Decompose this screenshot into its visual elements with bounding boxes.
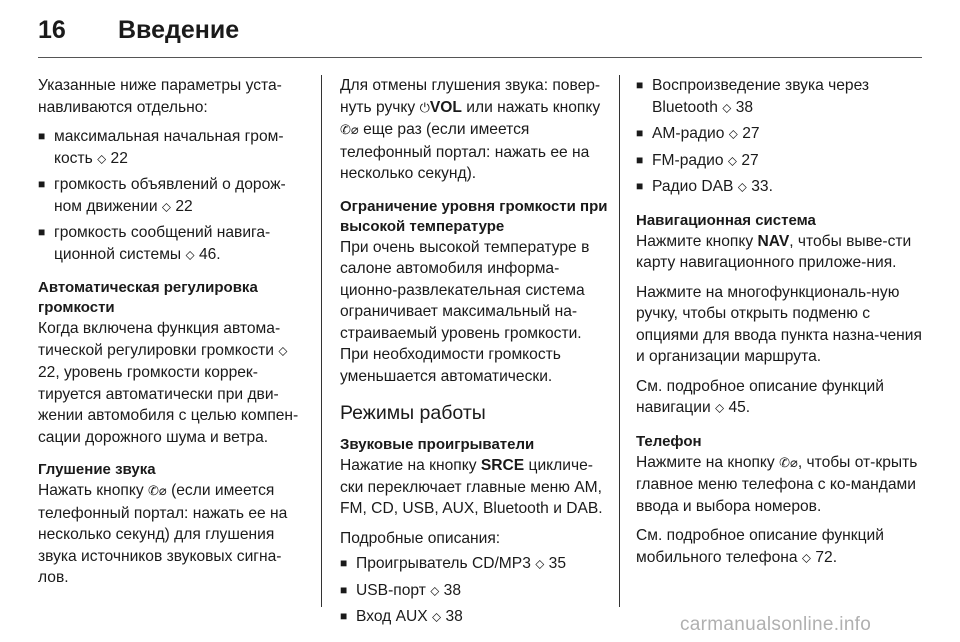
volume-settings-list <box>38 126 306 266</box>
intro-text: Указанные ниже параметры уста-навливаются отдельно: <box>38 77 282 116</box>
navigation-text-1: Нажмите кнопку NAV, чтобы выве-сти карту навигационного приложе-ния. <box>636 232 912 271</box>
section-heading-players: Звуковые проигрыватели <box>340 436 535 453</box>
auto-volume-text: Когда включена функция автома-тической регулировки громкости ⬦ 22, уровень громкости коррек-тируется автоматически при дви-жении автомобиля с целью компен-сации дорожного шума и ветра. <box>38 320 299 446</box>
phone-mute-icon: ✆⌀ <box>779 455 798 471</box>
phone-mute-icon: ✆⌀ <box>147 484 167 499</box>
phone-text-1: Нажмите на кнопку ✆⌀, чтобы от-крыть главное меню телефона с ко-мандами ввода и выбора номеров. <box>636 453 918 515</box>
section-heading-phone: Телефон <box>636 432 702 450</box>
column-3 <box>636 75 926 577</box>
list-item: ■ Вход AUX ⬦ 38 <box>340 606 608 629</box>
header-divider <box>38 57 922 58</box>
section-heading-navigation: Навигационная система <box>636 211 816 229</box>
list-item: ■ Радио DAB ⬦ 33. <box>636 176 926 199</box>
page-ref-icon: ⬦ <box>727 153 737 169</box>
page-ref-icon: ⬦ <box>535 557 545 572</box>
column-2 <box>340 75 608 637</box>
page-ref-icon: ⬦ <box>728 127 738 142</box>
phone-text-2: См. подробное описание функций мобильного телефона ⬦ 72. <box>636 527 884 566</box>
navigation-text-3: См. подробное описание функций навигации ⬦ 45. <box>636 377 884 416</box>
page-ref-icon: ⬦ <box>97 151 107 167</box>
players-text: Нажатие на кнопку SRCE цикличе-ски переключает главные меню AM, FM, CD, USB, AUX, Bluetooth и DAB. <box>340 457 603 517</box>
section-heading-temp-limit: Ограничение уровня громкости при высокой температуре <box>340 197 608 235</box>
page-ref-icon: ⬦ <box>432 610 442 625</box>
unmute-text: Для отмены глушения звука: повер-нуть ручку ⏻VOL или нажать кнопку ✆⌀ еще раз (если имеется телефонный портал: нажать ее на несколько секунд). <box>340 77 601 182</box>
watermark: carmanualsonline.info <box>680 614 872 635</box>
section-heading-auto-volume: Автоматическая регулировка громкости <box>38 279 258 316</box>
page-ref-icon: ⬦ <box>161 199 172 215</box>
source-list <box>636 75 926 199</box>
column-1 <box>38 75 306 597</box>
list-item: ■ Проигрыватель CD/MP3 ⬦ 35 <box>340 553 608 576</box>
page-ref-icon: ⬦ <box>430 583 440 599</box>
list-item: ■ максимальная начальная гром-кость ⬦ 22 <box>38 126 306 170</box>
vol-key: VOL <box>429 98 462 116</box>
page-ref-icon: ⬦ <box>715 401 725 416</box>
column-divider-1 <box>321 75 322 607</box>
details-text: Подробные описания: <box>340 529 501 547</box>
list-item: ■ АМ-радио ⬦ 27 <box>636 123 926 146</box>
page-ref-icon: ⬦ <box>278 343 288 359</box>
page-title: Введение <box>118 16 240 44</box>
player-list <box>340 553 608 629</box>
list-item: ■ USB-порт ⬦ 38 <box>340 580 608 603</box>
page-ref-icon: ⬦ <box>722 100 732 116</box>
page-ref-icon: ⬦ <box>737 180 747 195</box>
nav-key: NAV <box>757 232 790 250</box>
list-item: ■ громкость сообщений навига-ционной системы ⬦ 46. <box>38 222 306 266</box>
mute-text: Нажать кнопку ✆⌀ (если имеется телефонный портал: нажать ее на несколько секунд) для глушения звука источников звуковых сигна-лов. <box>38 482 288 586</box>
power-knob-icon: ⏻ <box>419 100 430 116</box>
list-item: ■ Воспроизведение звука через Bluetooth ⬦ 38 <box>636 75 926 119</box>
srce-key: SRCE <box>480 457 525 474</box>
section-heading-mute: Глушение звука <box>38 461 156 478</box>
page-header <box>38 14 922 50</box>
phone-mute-icon: ✆⌀ <box>340 123 359 138</box>
page-ref-icon: ⬦ <box>185 247 195 263</box>
navigation-text-2: Нажмите на многофункциональ-ную ручку, чтобы открыть подменю с опциями для ввода пункта назна-чения и организации маршрута. <box>636 283 922 365</box>
list-item: ■ громкость объявлений о дорож-ном движении ⬦ 22 <box>38 174 306 218</box>
column-divider-2 <box>619 75 620 607</box>
list-item: ■ FM-радио ⬦ 27 <box>636 150 926 173</box>
page-number: 16 <box>38 16 66 44</box>
temp-limit-text: При очень высокой температуре в салоне автомобиля информа-ционно-развлекательная система ограничивает максимальный на-страиваемый уровень громкости. При необходимости громкость уменьшается автоматически. <box>340 238 590 385</box>
page-ref-icon: ⬦ <box>801 550 812 566</box>
section-title-modes: Режимы работы <box>340 402 486 424</box>
